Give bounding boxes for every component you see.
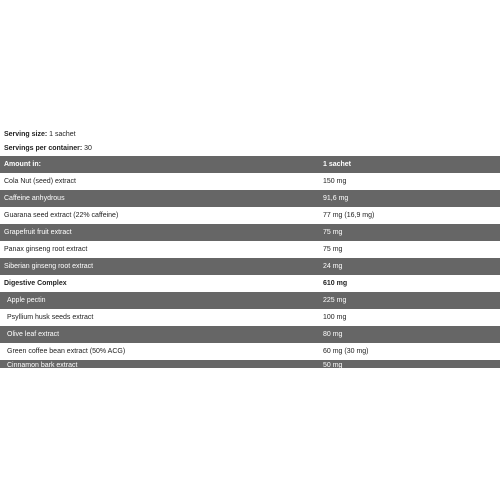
header-amount-value: 1 sachet <box>323 161 352 168</box>
table-row <box>0 173 500 190</box>
ingredient-amount: 91,6 mg <box>323 195 349 202</box>
table-row <box>0 190 500 207</box>
ingredient-amount: 77 mg (16,9 mg) <box>323 212 375 219</box>
header-amount-label: Amount in: <box>4 161 41 168</box>
ingredient-name: Olive leaf extract <box>7 331 60 338</box>
table-row <box>0 360 500 368</box>
serving-size-label: Serving size: <box>4 131 48 138</box>
table-row <box>0 241 500 258</box>
ingredient-name: Cinnamon bark extract <box>7 362 78 368</box>
supplement-facts-table <box>0 156 500 368</box>
table-row <box>0 224 500 241</box>
ingredient-group-amount: 610 mg <box>323 280 348 287</box>
table-row <box>0 207 500 224</box>
table-row <box>0 326 500 343</box>
table-row <box>0 292 500 309</box>
ingredient-amount: 80 mg <box>323 331 343 338</box>
ingredient-amount: 75 mg <box>323 229 343 236</box>
ingredient-name: Guarana seed extract (22% caffeine) <box>4 212 119 219</box>
ingredient-amount: 75 mg <box>323 246 343 253</box>
table-row-group-header <box>0 275 500 292</box>
ingredient-name: Apple pectin <box>7 297 46 304</box>
ingredient-amount: 100 mg <box>323 314 347 321</box>
servings-per-container <box>4 144 92 153</box>
serving-size-value: 1 sachet <box>47 131 76 138</box>
ingredient-amount: 225 mg <box>323 297 347 304</box>
servings-per-container-label: Servings per container: <box>4 145 83 152</box>
ingredient-amount: 50 mg <box>323 362 343 368</box>
ingredient-name: Green coffee bean extract (50% ACG) <box>7 348 126 355</box>
ingredient-name: Panax ginseng root extract <box>4 246 88 253</box>
ingredient-amount: 24 mg <box>323 263 343 270</box>
ingredient-name: Grapefruit fruit extract <box>4 229 72 236</box>
ingredient-name: Cola Nut (seed) extract <box>4 178 76 185</box>
servings-per-container-value: 30 <box>82 145 92 152</box>
table-header-row <box>0 156 500 173</box>
ingredient-name: Caffeine anhydrous <box>4 195 65 202</box>
ingredient-name: Siberian ginseng root extract <box>4 263 94 270</box>
ingredient-amount: 150 mg <box>323 178 347 185</box>
ingredient-name: Psyllium husk seeds extract <box>7 314 94 321</box>
serving-size <box>4 130 76 139</box>
ingredient-amount: 60 mg (30 mg) <box>323 348 369 355</box>
ingredient-group-name: Digestive Complex <box>4 280 67 287</box>
table-row <box>0 258 500 275</box>
table-row <box>0 309 500 326</box>
table-row <box>0 343 500 360</box>
